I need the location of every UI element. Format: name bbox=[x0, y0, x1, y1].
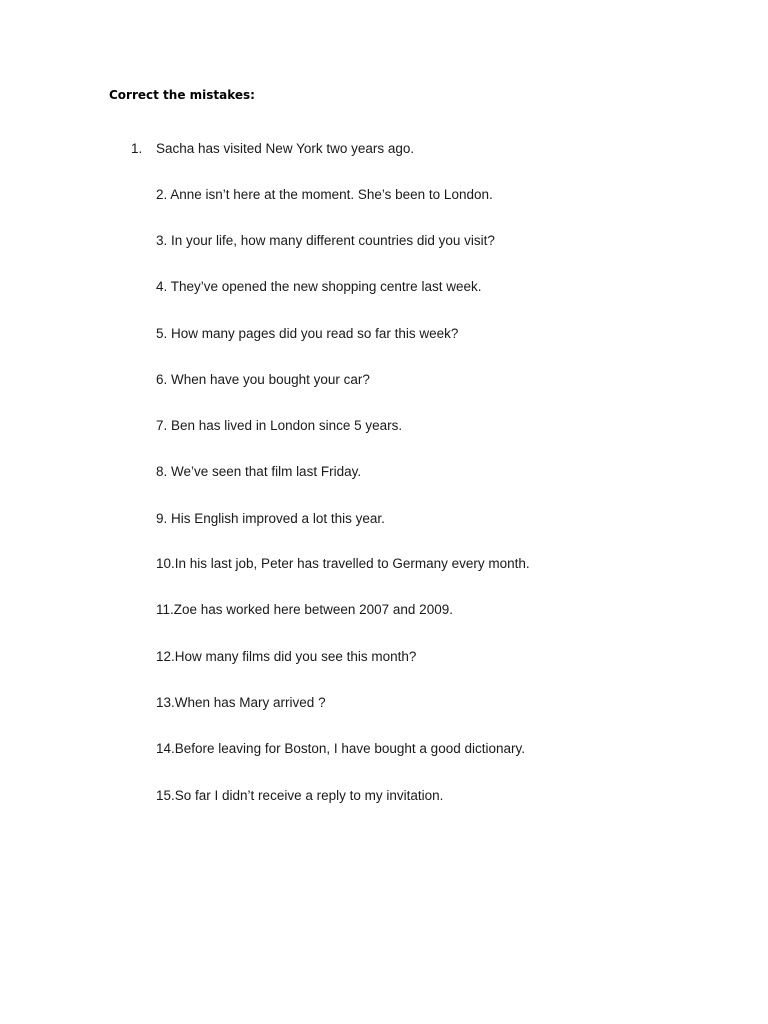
item-8: 8. We’ve seen that film last Friday. bbox=[156, 464, 362, 479]
item-5: 5. How many pages did you read so far this week? bbox=[156, 326, 459, 341]
item-10: 10.In his last job, Peter has travelled to Germany every month. bbox=[156, 556, 530, 571]
item-4: 4. They’ve opened the new shopping centre last week. bbox=[156, 279, 482, 294]
item-2: 2. Anne isn’t here at the moment. She’s been to London. bbox=[156, 187, 493, 202]
item-7: 7. Ben has lived in London since 5 years. bbox=[156, 418, 403, 433]
item-13: 13.When has Mary arrived ? bbox=[156, 695, 326, 710]
item-12: 12.How many films did you see this month? bbox=[156, 649, 417, 664]
item-14: 14.Before leaving for Boston, I have bought a good dictionary. bbox=[156, 741, 525, 756]
item-11: 11.Zoe has worked here between 2007 and 2009. bbox=[156, 602, 453, 617]
item-1-text: Sacha has visited New York two years ago. bbox=[156, 141, 415, 156]
worksheet-heading: Correct the mistakes: bbox=[109, 88, 255, 102]
item-15: 15.So far I didn’t receive a reply to my invitation. bbox=[156, 788, 444, 803]
item-6: 6. When have you bought your car? bbox=[156, 372, 370, 387]
item-9: 9. His English improved a lot this year. bbox=[156, 511, 385, 526]
item-3: 3. In your life, how many different countries did you visit? bbox=[156, 233, 495, 248]
item-1-number: 1. bbox=[131, 141, 143, 156]
